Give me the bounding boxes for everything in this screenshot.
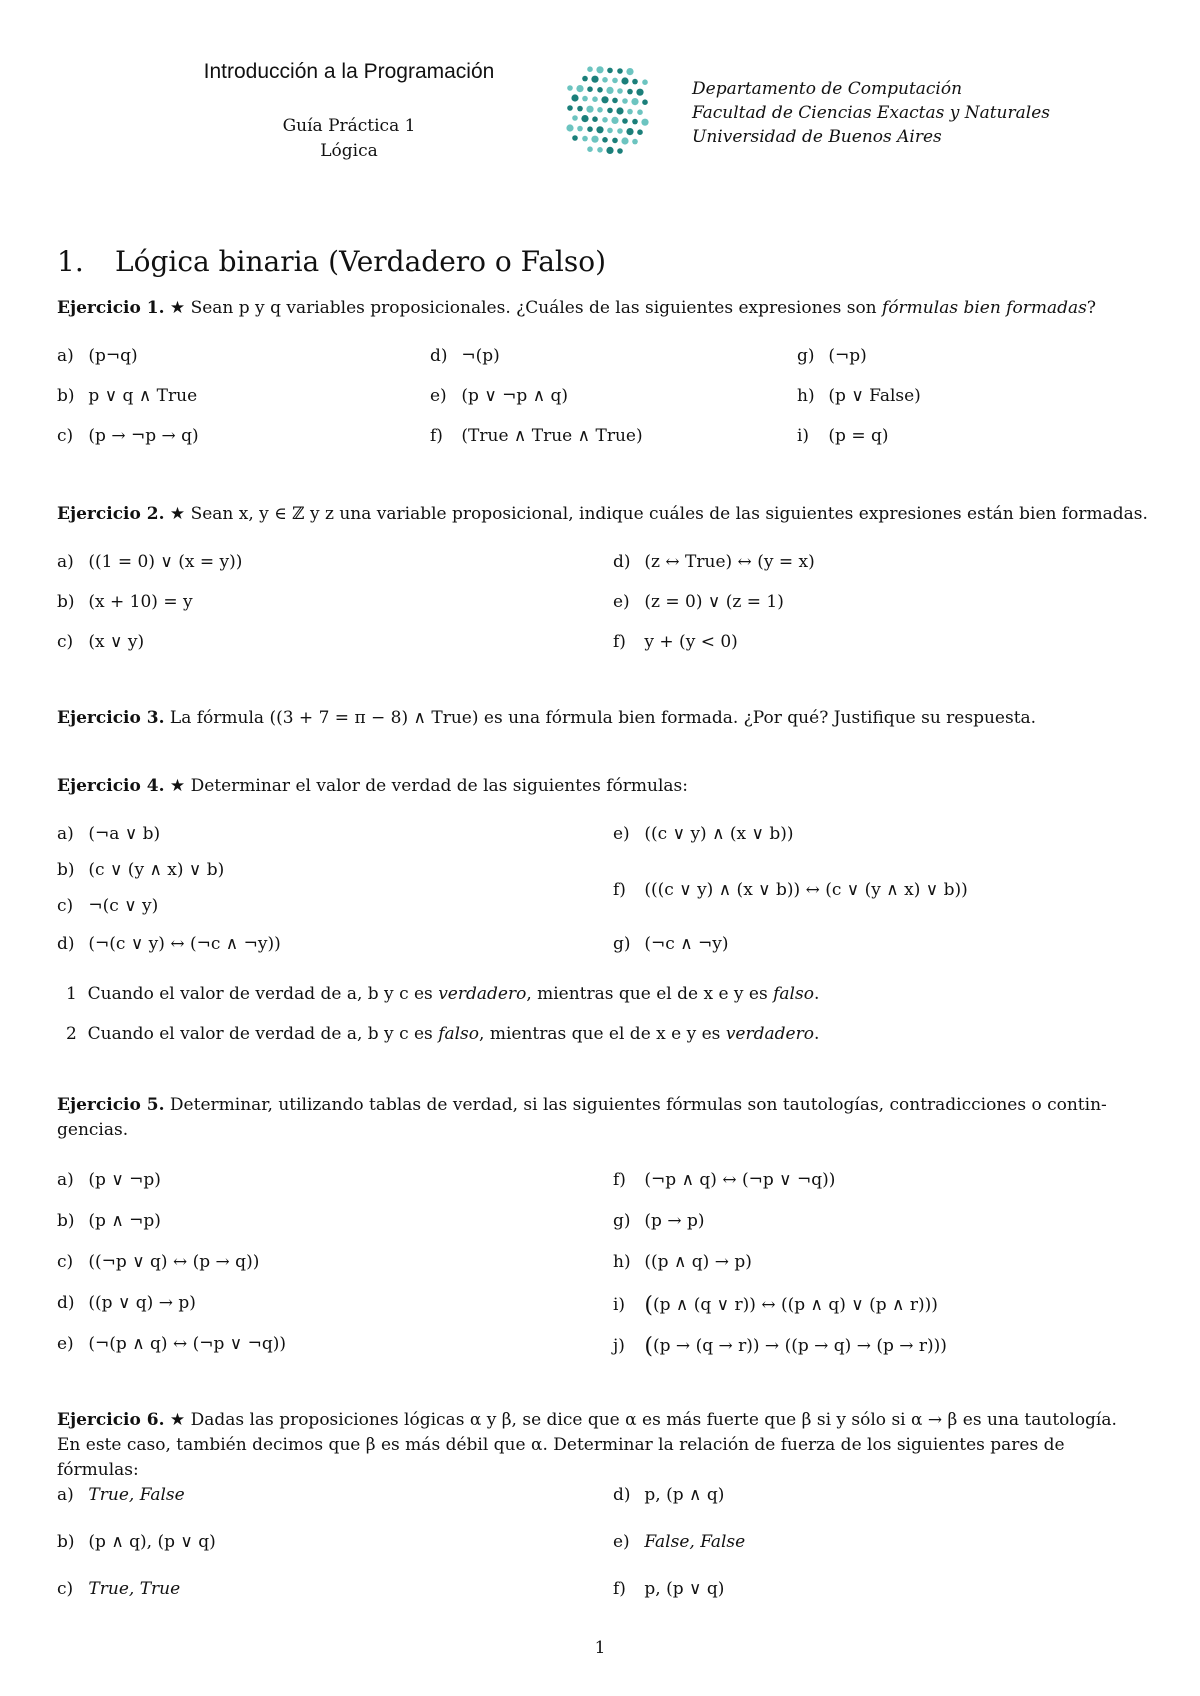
case-emphasis: falso <box>773 984 814 1004</box>
item-formula: (p → (q → r)) → ((p → q) → (p → r))) <box>653 1336 947 1356</box>
list-item <box>57 632 144 652</box>
item-formula: (p ∨ False) <box>828 386 921 406</box>
department-name: Departamento de Computación <box>692 79 963 99</box>
list-item <box>57 1532 216 1552</box>
item-formula: ((p ∧ q) → p) <box>644 1252 752 1272</box>
item-formula: (p ∧ ¬p) <box>88 1211 161 1231</box>
item-label: i) <box>613 1295 626 1315</box>
item-label: d) <box>613 552 631 572</box>
item-label: b) <box>57 1532 75 1552</box>
item-formula: (((c ∨ y) ∧ (x ∨ b)) ↔ (c ∨ (y ∧ x) ∨ b)) <box>644 880 968 900</box>
item-label: a) <box>57 1170 74 1190</box>
item-label: f) <box>613 880 626 900</box>
item-formula: False, False <box>644 1532 746 1552</box>
item-label: d) <box>430 346 448 366</box>
guide-block <box>173 114 525 164</box>
item-label: c) <box>57 1579 74 1599</box>
exercise-text: En este caso, también decimos que β es más débil que α. Determinar la relación de fuerza de los siguientes pares de fórmulas: <box>57 1435 1065 1480</box>
item-label: h) <box>613 1252 631 1272</box>
exercise-text: Determinar, utilizando tablas de verdad, si las siguientes fórmulas son tautologías, contradicciones o contin- <box>169 1095 1107 1115</box>
item-formula: (p → ¬p → q) <box>88 426 199 446</box>
item-label: c) <box>57 896 74 916</box>
exercise-text-end: ? <box>1086 298 1096 318</box>
item-formula: True, True <box>88 1579 181 1599</box>
case-text: . <box>813 1024 820 1044</box>
case-text: , mientras que el de x e y es <box>479 1024 726 1044</box>
item-label: a) <box>57 1485 74 1505</box>
item-label: b) <box>57 860 75 880</box>
page-number: 1 <box>594 1638 606 1658</box>
list-item <box>613 592 784 612</box>
item-label: b) <box>57 386 75 406</box>
university-name: Universidad de Buenos Aires <box>692 127 942 147</box>
exercise-5-statement <box>57 1093 1150 1143</box>
item-formula: ((1 = 0) ∨ (x = y)) <box>88 552 243 572</box>
item-formula: ((¬p ∨ q) ↔ (p → q)) <box>88 1252 260 1272</box>
list-item <box>613 824 794 844</box>
item-formula: (p → p) <box>644 1211 705 1231</box>
exercise-text: Dadas las proposiciones lógicas α y β, se dice que α es más fuerte que β si y sólo si α → β es una tautología. <box>190 1410 1117 1430</box>
case-item <box>66 984 819 1004</box>
item-formula: (¬c ∧ ¬y) <box>644 934 729 954</box>
list-item <box>797 346 867 366</box>
item-formula: y + (y < 0) <box>644 632 738 652</box>
item-label: e) <box>613 1532 630 1552</box>
item-formula: ¬(p) <box>461 346 500 366</box>
list-item <box>613 552 815 572</box>
exercise-label: Ejercicio 3. <box>57 708 165 728</box>
item-formula: (x ∨ y) <box>88 632 145 652</box>
list-item <box>613 880 968 900</box>
list-item <box>57 1334 286 1354</box>
item-label: a) <box>57 824 74 844</box>
case-item <box>66 1024 819 1044</box>
star-icon: ★ <box>169 504 186 524</box>
item-label: d) <box>57 1293 75 1313</box>
item-formula: (p ∨ ¬p ∧ q) <box>461 386 569 406</box>
exercise-4-statement <box>57 774 1150 799</box>
department-info <box>692 77 1050 149</box>
list-item <box>613 1252 752 1272</box>
item-label: b) <box>57 1211 75 1231</box>
item-formula: p, (p ∨ q) <box>644 1579 725 1599</box>
item-label: i) <box>797 426 810 446</box>
list-item <box>57 896 158 916</box>
item-label: g) <box>613 934 631 954</box>
item-label: j) <box>613 1336 625 1356</box>
exercise-text: Determinar el valor de verdad de las siguientes fórmulas: <box>190 776 688 796</box>
list-item <box>613 632 738 652</box>
exercise-text: gencias. <box>57 1120 129 1140</box>
item-formula: (¬p ∧ q) ↔ (¬p ∨ ¬q)) <box>644 1170 836 1190</box>
list-item <box>613 1532 745 1552</box>
item-label: c) <box>57 1252 74 1272</box>
item-label: e) <box>613 824 630 844</box>
list-item <box>613 1485 724 1505</box>
item-label: f) <box>613 1170 626 1190</box>
guide-topic: Lógica <box>320 141 378 161</box>
case-emphasis: verdadero <box>438 984 527 1004</box>
item-formula: p ∨ q ∧ True <box>88 386 198 406</box>
item-formula: (c ∨ (y ∧ x) ∨ b) <box>88 860 225 880</box>
list-item <box>57 1252 259 1272</box>
exercise-label: Ejercicio 6. <box>57 1410 165 1430</box>
exercise-label: Ejercicio 1. <box>57 298 165 318</box>
item-formula: ((p ∨ q) → p) <box>88 1293 196 1313</box>
item-label: f) <box>430 426 443 446</box>
exercise-text: La fórmula ((3 + 7 = π − 8) ∧ True) es una fórmula bien formada. ¿Por qué? Justifique su respuesta. <box>169 708 1037 728</box>
list-item <box>57 552 242 572</box>
list-item <box>430 386 568 406</box>
list-item <box>613 1293 938 1318</box>
case-number: 2 <box>66 1024 77 1044</box>
case-emphasis: verdadero <box>725 1024 814 1044</box>
list-item <box>57 1579 180 1599</box>
faculty-name: Facultad de Ciencias Exactas y Naturales <box>692 103 1050 123</box>
item-label: c) <box>57 632 74 652</box>
star-icon: ★ <box>169 298 186 318</box>
item-formula: True, False <box>88 1485 185 1505</box>
exercise-text: Sean x, y ∈ ℤ y z una variable proposicional, indique cuáles de las siguientes expresiones están bien formadas. <box>190 504 1148 524</box>
list-item <box>797 386 921 406</box>
item-label: b) <box>57 592 75 612</box>
item-label: d) <box>57 934 75 954</box>
big-paren: ( <box>644 1293 653 1318</box>
list-item <box>797 426 889 446</box>
list-item <box>57 1293 196 1313</box>
exercise-label: Ejercicio 2. <box>57 504 165 524</box>
list-item <box>613 1211 705 1231</box>
item-formula: ((c ∨ y) ∧ (x ∨ b)) <box>644 824 794 844</box>
item-formula: (z ↔ True) ↔ (y = x) <box>644 552 815 572</box>
department-logo <box>560 60 660 160</box>
exercise-label: Ejercicio 5. <box>57 1095 165 1115</box>
item-label: d) <box>613 1485 631 1505</box>
item-label: e) <box>430 386 447 406</box>
item-formula: (z = 0) ∨ (z = 1) <box>644 592 784 612</box>
case-text: Cuando el valor de verdad de a, b y c es <box>87 1024 439 1044</box>
list-item <box>57 1485 185 1505</box>
list-item <box>57 592 193 612</box>
exercise-1-statement <box>57 296 1150 321</box>
exercise-text: Sean p y q variables proposicionales. ¿Cuáles de las siguientes expresiones son <box>190 298 883 318</box>
case-number: 1 <box>66 984 77 1004</box>
case-text: Cuando el valor de verdad de a, b y c es <box>87 984 439 1004</box>
list-item <box>613 1170 835 1190</box>
big-paren: ( <box>644 1334 653 1359</box>
list-item <box>57 1170 161 1190</box>
section-title: Lógica binaria (Verdadero o Falso) <box>115 245 607 278</box>
case-emphasis: falso <box>438 1024 480 1044</box>
list-item <box>613 1579 724 1599</box>
item-label: a) <box>57 552 74 572</box>
star-icon: ★ <box>169 776 186 796</box>
item-label: f) <box>613 632 626 652</box>
list-item <box>57 860 224 880</box>
item-formula: ¬(c ∨ y) <box>88 896 159 916</box>
star-icon: ★ <box>169 1410 186 1430</box>
item-formula: (¬p) <box>828 346 867 366</box>
course-title: Introducción a la Programación <box>203 60 495 83</box>
list-item <box>57 386 197 406</box>
list-item <box>430 426 643 446</box>
list-item <box>57 934 281 954</box>
item-label: a) <box>57 346 74 366</box>
item-formula: (p ∧ (q ∨ r)) ↔ ((p ∧ q) ∨ (p ∧ r))) <box>653 1295 938 1315</box>
exercise-3-statement <box>57 706 1150 731</box>
list-item <box>57 426 199 446</box>
item-formula: p, (p ∧ q) <box>644 1485 725 1505</box>
item-label: h) <box>797 386 815 406</box>
item-formula: (x + 10) = y <box>88 592 193 612</box>
item-label: e) <box>57 1334 74 1354</box>
case-text: . <box>813 984 820 1004</box>
exercise-2-statement <box>57 502 1150 527</box>
exercise-label: Ejercicio 4. <box>57 776 165 796</box>
item-formula: (p¬q) <box>88 346 138 366</box>
exercise-6-statement <box>57 1408 1150 1483</box>
exercise-emphasis: fórmulas bien formadas <box>882 298 1087 318</box>
guide-title: Guía Práctica 1 <box>282 116 416 136</box>
item-label: c) <box>57 426 74 446</box>
item-label: e) <box>613 592 630 612</box>
item-formula: (True ∧ True ∧ True) <box>461 426 643 446</box>
case-text: , mientras que el de x e y es <box>526 984 774 1004</box>
list-item <box>613 934 729 954</box>
list-item <box>57 1211 161 1231</box>
item-formula: (p ∧ q), (p ∨ q) <box>88 1532 216 1552</box>
list-item <box>57 346 138 366</box>
list-item <box>613 1334 947 1359</box>
list-item <box>430 346 500 366</box>
item-label: f) <box>613 1579 626 1599</box>
list-item <box>57 824 160 844</box>
item-formula: (p ∨ ¬p) <box>88 1170 161 1190</box>
item-formula: (¬a ∨ b) <box>88 824 161 844</box>
item-formula: (¬(c ∨ y) ↔ (¬c ∧ ¬y)) <box>88 934 281 954</box>
section-heading <box>57 245 606 278</box>
item-label: g) <box>797 346 815 366</box>
item-formula: (p = q) <box>828 426 889 446</box>
item-formula: (¬(p ∧ q) ↔ (¬p ∨ ¬q)) <box>88 1334 287 1354</box>
section-number: 1. <box>57 245 84 278</box>
item-label: g) <box>613 1211 631 1231</box>
